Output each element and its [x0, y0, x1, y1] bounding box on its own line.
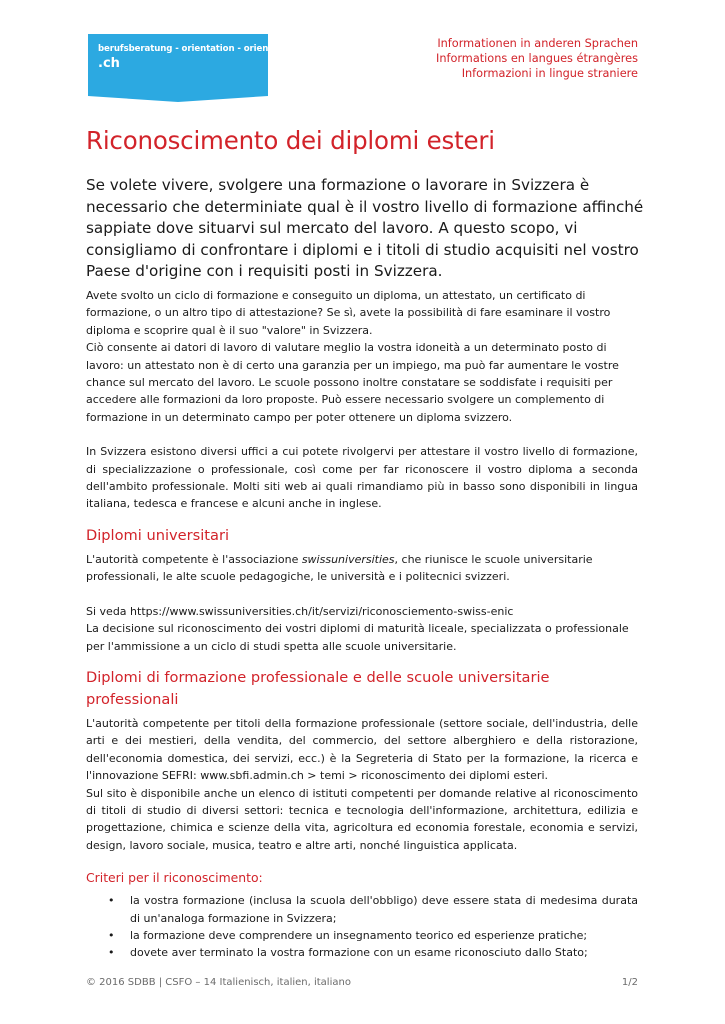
language-link-fr[interactable]: Informations en langues étrangères: [435, 52, 638, 65]
universitari-link-paragraph[interactable]: Si veda https://www.swissuniversities.ch/it/servizi/riconosciemento-swiss-enic: [86, 604, 514, 618]
professionale-paragraph-2: Sul sito è disponibile anche un elenco di istituti competenti per domande relative al riconoscimento di titoli di studio di diversi settori: tecnica e tecnologia dell'informazione, architettura, edilizia e progettazione, chimica e scienze della vita, agricoltura ed economia forestale, economia e servizi, design, lavoro sociale, musica, teatro e altre arti, nonché linguistica applicata.: [86, 786, 638, 852]
page-number: 1/2: [621, 977, 638, 988]
criteri-heading: Criteri per il riconoscimento:: [86, 870, 263, 886]
list-item: • dovete aver terminato la vostra formazione con un esame riconosciuto dallo Stato;: [86, 944, 638, 961]
criteri-list: [86, 892, 638, 962]
section-heading-universitari: Diplomi universitari: [86, 526, 229, 544]
language-link-it[interactable]: Informazioni in lingue straniere: [461, 67, 638, 80]
intro-paragraph-1: Avete svolto un ciclo di formazione e conseguito un diploma, un attestato, un certificato di formazione, o un altro tipo di attestazione? Se sì, avete la possibilità di fare esaminare il vostro diploma e scoprire qual è il suo "valore" in Svizzera.: [86, 289, 611, 337]
intro-paragraph-2: Ciò consente ai datori di lavoro di valutare meglio la vostra idoneità a un determinato posto di lavoro: un attestato non è di certo una garanzia per un impiego, ma può far aumentare le vostre chance sul mercato del lavoro. Le scuole possono inoltre constatare se soddisfate i requisiti per accedere alle formazioni da loro proposte. Può essere necessario svolgere un complemento di formazione in un determinato campo per poter ottenere un diploma svizzero.: [86, 341, 619, 424]
language-links: [436, 36, 638, 81]
swissuniversities-name: swissuniversities: [301, 552, 395, 566]
bullet-icon: •: [108, 894, 115, 908]
universitari-paragraph-1: L'autorità competente è l'associazione swissuniversities, che riunisce le scuole universitarie professionali, le alte scuole pedagogiche, le università e i politecnici svizzeri.: [86, 552, 593, 584]
page-title: Riconoscimento dei diplomi esteri: [86, 126, 495, 155]
lead-paragraph: Se volete vivere, svolgere una formazione o lavorare in Svizzera è necessario che determiniate qual è il vostro livello di formazione affinché sappiate dove situarvi sul mercato del lavoro. A questo scopo, vi consigliamo di confrontare i diplomi e i titoli di studio acquisiti nel vostro Paese d'origine con i requisiti posti in Svizzera.: [86, 176, 644, 281]
list-item: • la vostra formazione (inclusa la scuola dell'obbligo) deve essere stata di medesima durata di un'analoga formazione in Svizzera;: [108, 894, 638, 925]
site-logo[interactable]: [88, 34, 309, 102]
language-link-de[interactable]: Informationen in anderen Sprachen: [437, 37, 638, 50]
universitari-paragraph-3: La decisione sul riconoscimento dei vostri diplomi di maturità liceale, specializzata o professionale per l'ammissione a un ciclo di studi spetta alle scuole universitarie.: [86, 622, 629, 653]
section-heading-professionale: Diplomi di formazione professionale e delle scuole universitarie professionali: [86, 668, 550, 708]
logo-tagline: berufsberatung - orientation - orientamento: [98, 44, 309, 54]
footer-copyright: © 2016 SDBB | CSFO – 14 Italienisch, italien, italiano: [86, 977, 351, 988]
bullet-icon: •: [108, 928, 115, 942]
logo-domain: .ch: [98, 56, 120, 71]
intro-paragraph-3: In Svizzera esistono diversi uffici a cui potete rivolgervi per attestare il vostro livello di formazione, di specializzazione o professionale, così come per far riconoscere il vostro diploma a seconda dell'ambito professionale. Molti siti web ai quali rimandiamo più in basso sono disponibili in lingua italiana, tedesca e francese e alcuni anche in inglese.: [86, 445, 638, 511]
list-item: • la formazione deve comprendere un insegnamento teorico ed esperienze pratiche;: [86, 927, 638, 944]
bullet-icon: •: [108, 946, 115, 960]
main-content: [86, 287, 638, 962]
professionale-paragraph-1: L'autorità competente per titoli della formazione professionale (settore sociale, dell'industria, delle arti e dei mestieri, della vendita, del commercio, del settore alberghiero e della ristorazione, dell'economia domestica, dei servizi, ecc.) è la Segreteria di Stato per la formazione, la ricerca e l'innovazione SEFRI: www.sbfi.admin.ch > temi > riconoscimento dei diplomi esteri.: [86, 716, 638, 783]
